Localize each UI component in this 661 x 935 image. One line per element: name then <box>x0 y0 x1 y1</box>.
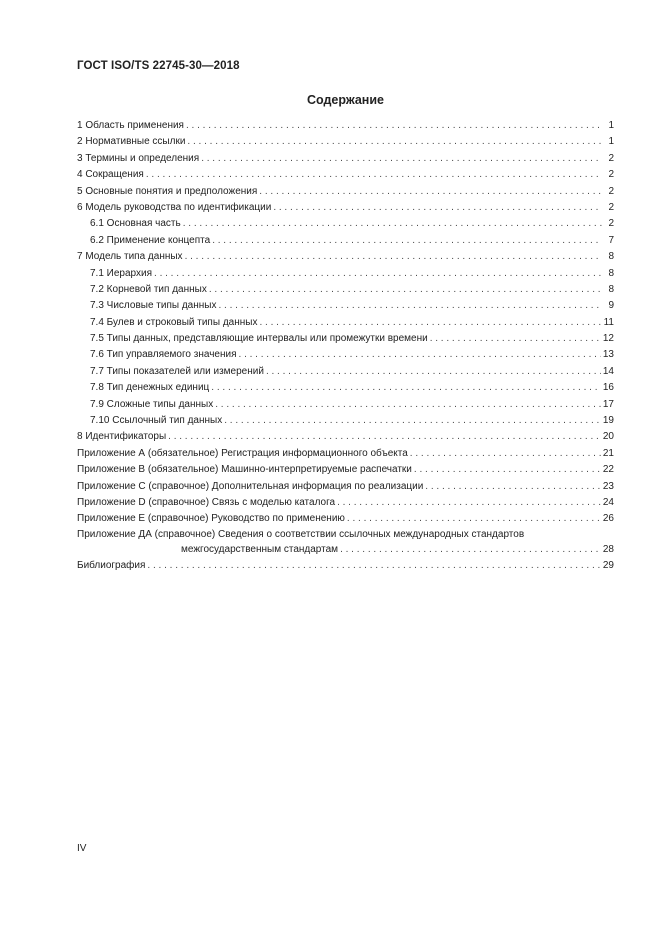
toc-entry[interactable] <box>77 134 614 150</box>
leader-dots <box>147 558 600 574</box>
leader-dots <box>259 184 602 200</box>
toc-entry[interactable] <box>77 495 614 511</box>
toc-entry-label: 8 Идентификаторы <box>77 431 167 443</box>
toc-entry-label: Приложение В (обязательное) Машинно-интерпретируемые распечатки <box>77 464 412 476</box>
toc-entry-label: 1 Область применения <box>77 120 184 131</box>
toc-entry-page: 14 <box>602 365 614 377</box>
toc-entry-page: 23 <box>602 480 614 492</box>
toc-entry-page: 13 <box>602 349 614 361</box>
toc-entry-label: 5 Основные понятия и предположения <box>77 185 258 197</box>
leader-dots <box>146 167 602 183</box>
leader-dots <box>215 397 601 413</box>
leader-dots <box>224 413 601 429</box>
toc-entry-page: 7 <box>608 234 614 246</box>
toc-entry-label: 7.10 Ссылочный тип данных <box>90 415 223 427</box>
toc-entry-page: 12 <box>602 333 614 345</box>
toc-entry-label: 7.2 Корневой тип данных <box>90 283 207 295</box>
toc-entry-page: 29 <box>602 559 614 571</box>
toc-entry-bibliography[interactable] <box>77 558 614 574</box>
toc-entry[interactable] <box>77 397 614 413</box>
toc-entry[interactable] <box>77 266 614 282</box>
toc-entry-page: 2 <box>608 169 614 181</box>
leader-dots <box>185 249 602 265</box>
leader-dots <box>218 298 602 314</box>
toc-entry-page: 8 <box>608 283 614 295</box>
toc-entry-page: 1 <box>608 136 614 148</box>
toc-entry-page: 8 <box>608 267 614 279</box>
toc-entry[interactable] <box>77 167 614 183</box>
toc-entry-page: 2 <box>608 185 614 197</box>
leader-dots <box>183 216 602 232</box>
toc-entry[interactable] <box>77 479 614 495</box>
toc-entry-label: Приложение Е (справочное) Руководство по применению <box>77 513 345 525</box>
toc-entry-label: Приложение D (справочное) Связь с моделью каталога <box>77 496 336 508</box>
toc-entry-page: 22 <box>602 464 614 476</box>
leader-dots <box>187 134 602 150</box>
toc-entry-label: 7.5 Типы данных, представляющие интервалы или промежутки времени <box>90 333 428 345</box>
leader-dots <box>209 282 602 298</box>
toc-entry-label: 7.4 Булев и строковый типы данных <box>90 316 258 328</box>
leader-dots <box>211 380 601 396</box>
toc-entry[interactable] <box>77 364 614 380</box>
toc-entry[interactable] <box>77 446 614 462</box>
leader-dots <box>266 364 601 380</box>
toc-entry-page: 1 <box>608 120 614 131</box>
toc-entry-label: Библиография <box>77 559 146 571</box>
toc-entry[interactable] <box>77 315 614 331</box>
toc-entry-label: 7.1 Иерархия <box>90 267 153 279</box>
leader-dots <box>347 511 601 527</box>
toc-entry-page: 17 <box>602 398 614 410</box>
toc-entry-label: 6.1 Основная часть <box>90 218 181 230</box>
leader-dots <box>259 315 601 331</box>
toc-entry-label: 2 Нормативные ссылки <box>77 136 186 148</box>
toc-entry[interactable] <box>77 511 614 527</box>
toc-entry[interactable] <box>77 184 614 200</box>
toc-entry-page: 8 <box>608 251 614 263</box>
leader-dots <box>186 118 602 134</box>
toc-entry-label: 7.6 Тип управляемого значения <box>90 349 237 361</box>
toc-entry-label: 6.2 Применение концепта <box>90 234 211 246</box>
toc-entry[interactable] <box>77 429 614 445</box>
toc-entry[interactable] <box>77 347 614 363</box>
toc-entry-page: 24 <box>602 496 614 508</box>
toc-entry-label: 4 Сокращения <box>77 169 144 181</box>
leader-dots <box>273 200 602 216</box>
toc-entry[interactable] <box>77 282 614 298</box>
toc-entry-label-continued: межгосударственным стандартам <box>181 543 339 555</box>
toc-entry-page: 28 <box>602 543 614 555</box>
leader-dots <box>201 151 602 167</box>
page-number: IV <box>77 843 87 854</box>
toc-entry-annex-da[interactable] <box>77 528 614 558</box>
toc-entry[interactable] <box>77 413 614 429</box>
toc-entry[interactable] <box>77 233 614 249</box>
leader-dots <box>430 331 601 347</box>
toc-entry[interactable] <box>77 298 614 314</box>
toc-entry[interactable] <box>77 462 614 478</box>
toc-entry-page: 2 <box>608 152 614 164</box>
page-title <box>0 93 661 107</box>
toc-entry[interactable] <box>77 249 614 265</box>
table-of-contents <box>77 118 614 574</box>
toc-entry-page: 21 <box>602 447 614 459</box>
leader-dots <box>239 347 601 363</box>
toc-entry[interactable] <box>77 380 614 396</box>
document-code: ГОСТ ISO/TS 22745-30—2018 <box>77 60 240 72</box>
toc-entry-label: 7.7 Типы показателей или измерений <box>90 365 264 377</box>
toc-entry-page: 16 <box>602 382 614 394</box>
toc-entry[interactable] <box>77 200 614 216</box>
toc-entry-page: 2 <box>608 218 614 230</box>
toc-entry[interactable] <box>77 331 614 347</box>
leader-dots <box>154 266 602 282</box>
toc-entry-page: 20 <box>602 431 614 443</box>
toc-entry-label: Приложение А (обязательное) Регистрация информационного объекта <box>77 447 408 459</box>
toc-entry-label: 6 Модель руководства по идентификации <box>77 201 272 213</box>
toc-entry-page: 26 <box>602 513 614 525</box>
toc-entry-label: 7.3 Числовые типы данных <box>90 300 217 312</box>
toc-entry-label: 7 Модель типа данных <box>77 251 183 263</box>
leader-dots <box>340 542 601 558</box>
toc-entry-label: 7.8 Тип денежных единиц <box>90 382 210 394</box>
toc-entry-label: Приложение С (справочное) Дополнительная информация по реализации <box>77 480 424 492</box>
toc-entry-label: Приложение ДА (справочное) Сведения о соответствии ссылочных международных стандартов <box>77 528 525 540</box>
leader-dots <box>414 462 601 478</box>
toc-entry-page: 19 <box>602 415 614 427</box>
leader-dots <box>168 429 601 445</box>
toc-entry-page: 9 <box>608 300 614 312</box>
contents-heading: Содержание <box>306 93 384 107</box>
leader-dots <box>425 479 601 495</box>
toc-entry-label: 7.9 Сложные типы данных <box>90 398 214 410</box>
leader-dots <box>337 495 601 511</box>
toc-entry-page: 2 <box>608 201 614 213</box>
leader-dots <box>410 446 601 462</box>
toc-entry[interactable] <box>77 216 614 232</box>
toc-entry[interactable] <box>77 118 614 134</box>
toc-entry[interactable] <box>77 151 614 167</box>
toc-entry-label: 3 Термины и определения <box>77 152 200 164</box>
toc-entry-page: 11 <box>603 316 614 328</box>
leader-dots <box>212 233 602 249</box>
